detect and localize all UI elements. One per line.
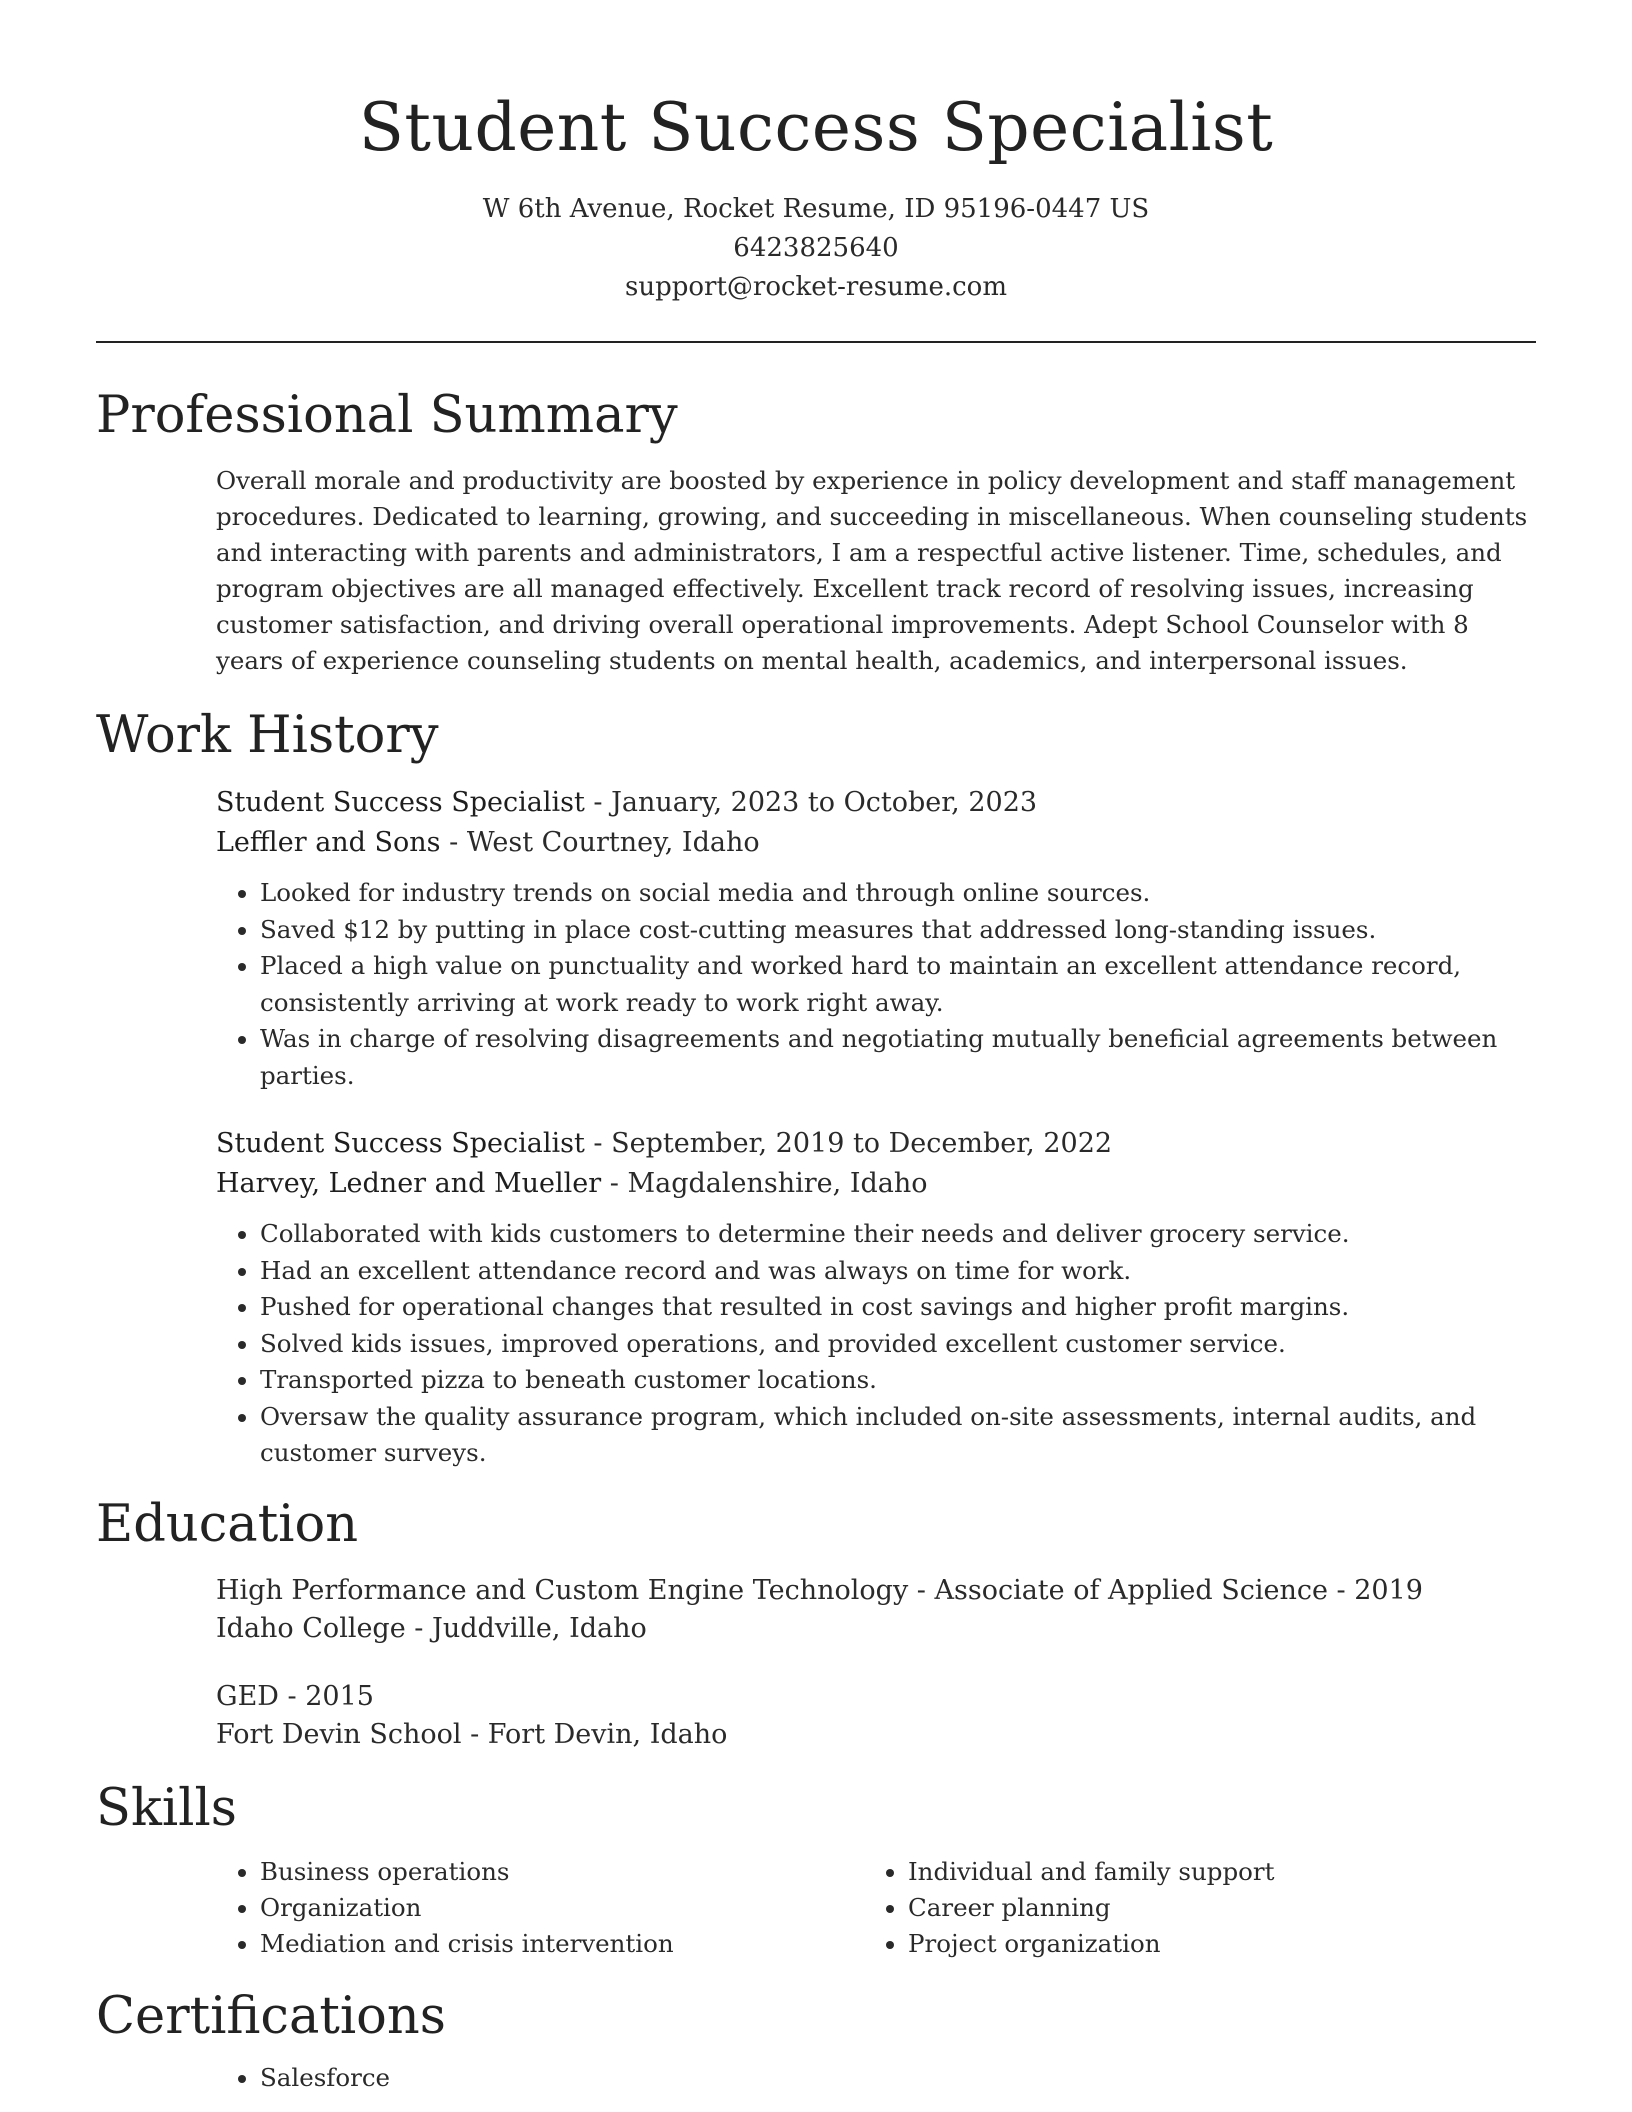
- summary-heading: Professional Summary: [96, 386, 678, 445]
- job-dates: - January, 2023 to October, 2023: [584, 787, 1038, 818]
- list-item: • Solved kids issues, improved operations, and provided excellent customer service.: [260, 1326, 1536, 1363]
- education-location: - Juddville, Idaho: [405, 1612, 647, 1644]
- summary-text: Overall morale and productivity are boosted by experience in policy development and staff management procedures. Dedicated to learning, growing, and succeeding in miscellaneous. When counseling students and interacting with parents and administrators, I am a respectful active listener. Time, schedules, and program objectives are all managed effectively. Excellent track record of resolving issues, increasing customer satisfaction, and driving overall operational improvements. Adept School Counselor with 8 years of experience counseling students on mental health, academics, and interpersonal issues.: [216, 466, 1528, 675]
- job-location: - Magdalenshire, Idaho: [601, 1168, 928, 1199]
- job-company-line: [216, 1164, 1536, 1204]
- education-school-line: [216, 1610, 1536, 1648]
- job-entry: [216, 1124, 1536, 1472]
- job-bullets: [216, 875, 1536, 1094]
- list-item: • Project organization: [908, 1926, 1512, 1962]
- list-item: • Oversaw the quality assurance program, which included on-site assessments, internal audits, and customer surveys.: [260, 1399, 1536, 1472]
- list-item: • Organization: [260, 1890, 864, 1926]
- skills-columns: [216, 1854, 1536, 1962]
- contact-phone: 6423825640: [733, 233, 899, 263]
- list-item: • Had an excellent attendance record and was always on time for work.: [260, 1253, 1536, 1290]
- certifications-heading: Certifications: [96, 1986, 446, 2046]
- resume-name: Student Success Specialist: [358, 89, 1274, 166]
- certifications-section: [96, 1986, 1536, 2096]
- education-heading: Education: [96, 1494, 359, 1554]
- list-item: • Mediation and crisis intervention: [260, 1926, 864, 1962]
- job-bullets: [216, 1216, 1536, 1472]
- education-entry: [216, 1572, 1536, 1648]
- job-role: Student Success Specialist: [216, 787, 585, 818]
- skills-list-right: [864, 1854, 1512, 1962]
- list-item: • Saved $12 by putting in place cost-cutting measures that addressed long-standing issues.: [260, 912, 1536, 949]
- list-item: • Individual and family support: [908, 1854, 1512, 1890]
- list-item: • Placed a high value on punctuality and worked hard to maintain an excellent attendance record, consistently arriving at work ready to work right away.: [260, 948, 1536, 1021]
- education-school: Fort Devin School: [216, 1718, 462, 1750]
- education-location: - Fort Devin, Idaho: [461, 1718, 728, 1750]
- job-company-line: [216, 823, 1536, 863]
- list-item: • Career planning: [908, 1890, 1512, 1926]
- job-dates: - September, 2019 to December, 2022: [584, 1128, 1113, 1159]
- work-history-section: [96, 705, 1536, 1472]
- certifications-body: [216, 2060, 1536, 2096]
- header-divider: [96, 341, 1536, 343]
- list-item: • Was in charge of resolving disagreements and negotiating mutually beneficial agreements between parties.: [260, 1021, 1536, 1094]
- education-section: [96, 1494, 1536, 1754]
- certifications-list: [216, 2060, 1536, 2096]
- job-title-line: [216, 1124, 1536, 1164]
- job-title-line: [216, 783, 1536, 823]
- resume-page: [96, 0, 1536, 2096]
- contact-address: W 6th Avenue, Rocket Resume, ID 95196-0447 US: [482, 194, 1150, 224]
- skills-list-left: [216, 1854, 864, 1962]
- contact-block: [96, 190, 1536, 307]
- skills-heading: Skills: [96, 1778, 237, 1838]
- education-school-line: [216, 1716, 1536, 1754]
- list-item: • Collaborated with kids customers to determine their needs and deliver grocery service.: [260, 1216, 1536, 1253]
- education-degree: High Performance and Custom Engine Technology - Associate of Applied Science - 2019: [216, 1574, 1423, 1606]
- education-school: Idaho College: [216, 1612, 406, 1644]
- job-role: Student Success Specialist: [216, 1128, 585, 1159]
- job-company: Harvey, Ledner and Mueller: [216, 1168, 602, 1199]
- work-history-heading: Work History: [96, 706, 439, 765]
- list-item: • Business operations: [260, 1854, 864, 1890]
- job-company: Leffler and Sons: [216, 827, 441, 858]
- education-degree: GED - 2015: [216, 1680, 374, 1712]
- list-item: • Transported pizza to beneath customer locations.: [260, 1362, 1536, 1399]
- contact-email: support@rocket-resume.com: [624, 272, 1007, 302]
- job-entry: [216, 783, 1536, 1094]
- skills-section: [96, 1778, 1536, 1962]
- education-entry: [216, 1678, 1536, 1754]
- list-item: • Salesforce: [260, 2060, 1536, 2096]
- job-location: - West Courtney, Idaho: [440, 827, 760, 858]
- summary-section: [96, 385, 1536, 679]
- list-item: • Looked for industry trends on social media and through online sources.: [260, 875, 1536, 912]
- list-item: • Pushed for operational changes that resulted in cost savings and higher profit margins.: [260, 1289, 1536, 1326]
